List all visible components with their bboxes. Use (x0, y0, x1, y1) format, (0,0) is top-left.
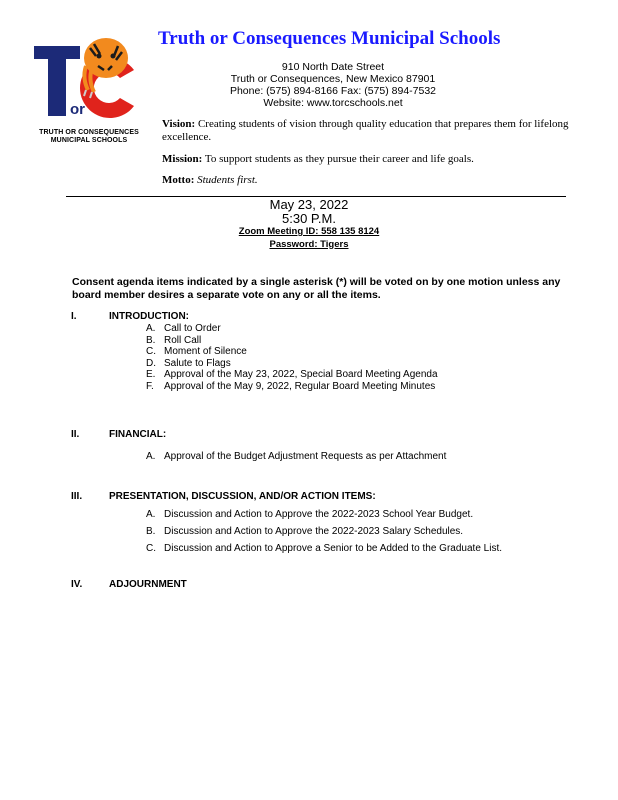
section-4-title: ADJOURNMENT (109, 579, 187, 590)
section-2-title: FINANCIAL: (109, 429, 167, 440)
item-text: Moment of Silence (164, 346, 247, 358)
mission-text: To support students as they pursue their career and life goals. (204, 153, 474, 165)
vision-label: Vision: (162, 118, 196, 130)
item-text: Approval of the May 9, 2022, Regular Board Meeting Minutes (164, 380, 436, 392)
logo-caption (28, 129, 150, 145)
consent-agenda-note: Consent agenda items indicated by a single asterisk (*) will be voted on by one motion unless any board member desires a separate vote on any or all the items. (72, 276, 561, 301)
street-address: 910 North Date Street (281, 61, 385, 73)
section-3-title: PRESENTATION, DISCUSSION, AND/OR ACTION ITEMS: (109, 491, 376, 502)
logo-caption-line-2: MUNICIPAL SCHOOLS (50, 137, 128, 144)
section-1-number: I. (71, 311, 77, 322)
item-letter: B. (146, 334, 156, 346)
tiger-logo-icon (34, 36, 144, 118)
meeting-time: 5:30 P.M. (282, 211, 336, 226)
website-link[interactable]: Website: www.torcschools.net (263, 97, 403, 109)
item-letter: B. (146, 526, 156, 537)
logo-caption-line-1: TRUTH OR CONSEQUENCES (39, 129, 139, 136)
item-text: Roll Call (164, 334, 202, 346)
item-text: Approval of the Budget Adjustment Requests as per Attachment (164, 451, 447, 462)
school-name-title: Truth or Consequences Municipal Schools (158, 28, 501, 49)
item-text: Salute to Flags (164, 357, 231, 369)
meeting-date: May 23, 2022 (269, 197, 349, 212)
item-letter: F. (146, 380, 154, 392)
zoom-meeting-id: Zoom Meeting ID: 558 135 8124 (238, 226, 380, 237)
vision-statement (162, 118, 582, 144)
motto-statement (162, 174, 582, 187)
item-letter: A. (146, 509, 156, 520)
motto-label: Motto: (162, 174, 195, 186)
item-text: Discussion and Action to Approve a Senior to be Added to the Graduate List. (164, 543, 502, 554)
phone-fax: Phone: (575) 894-8166 Fax: (575) 894-7532 (229, 85, 437, 97)
item-letter: A. (146, 451, 156, 462)
item-letter: D. (146, 357, 156, 369)
logo-or-text: or (70, 101, 85, 118)
item-text: Discussion and Action to Approve the 2022-2023 School Year Budget. (164, 509, 474, 520)
motto-text: Students first. (197, 174, 258, 186)
section-3-number: III. (71, 491, 83, 502)
item-letter: E. (146, 369, 156, 381)
address-block (200, 61, 466, 109)
mission-statement (162, 153, 582, 166)
vision-text: Creating students of vision through quality education that prepares them for lifelong excellence. (162, 118, 569, 143)
item-text: Approval of the May 23, 2022, Special Board Meeting Agenda (164, 369, 438, 381)
meeting-info (200, 196, 418, 251)
item-letter: C. (146, 346, 156, 358)
school-logo (34, 36, 144, 118)
section-4-number: IV. (71, 579, 83, 590)
item-letter: C. (146, 543, 156, 554)
section-1-title: INTRODUCTION: (109, 311, 189, 322)
section-2-number: II. (71, 429, 80, 440)
item-text: Call to Order (164, 323, 221, 334)
item-letter: A. (146, 323, 156, 334)
mission-label: Mission: (162, 153, 203, 165)
city-state-zip: Truth or Consequences, New Mexico 87901 (230, 73, 436, 85)
zoom-password: Password: Tigers (269, 238, 349, 250)
item-text: Discussion and Action to Approve the 2022-2023 Salary Schedules. (164, 526, 464, 537)
